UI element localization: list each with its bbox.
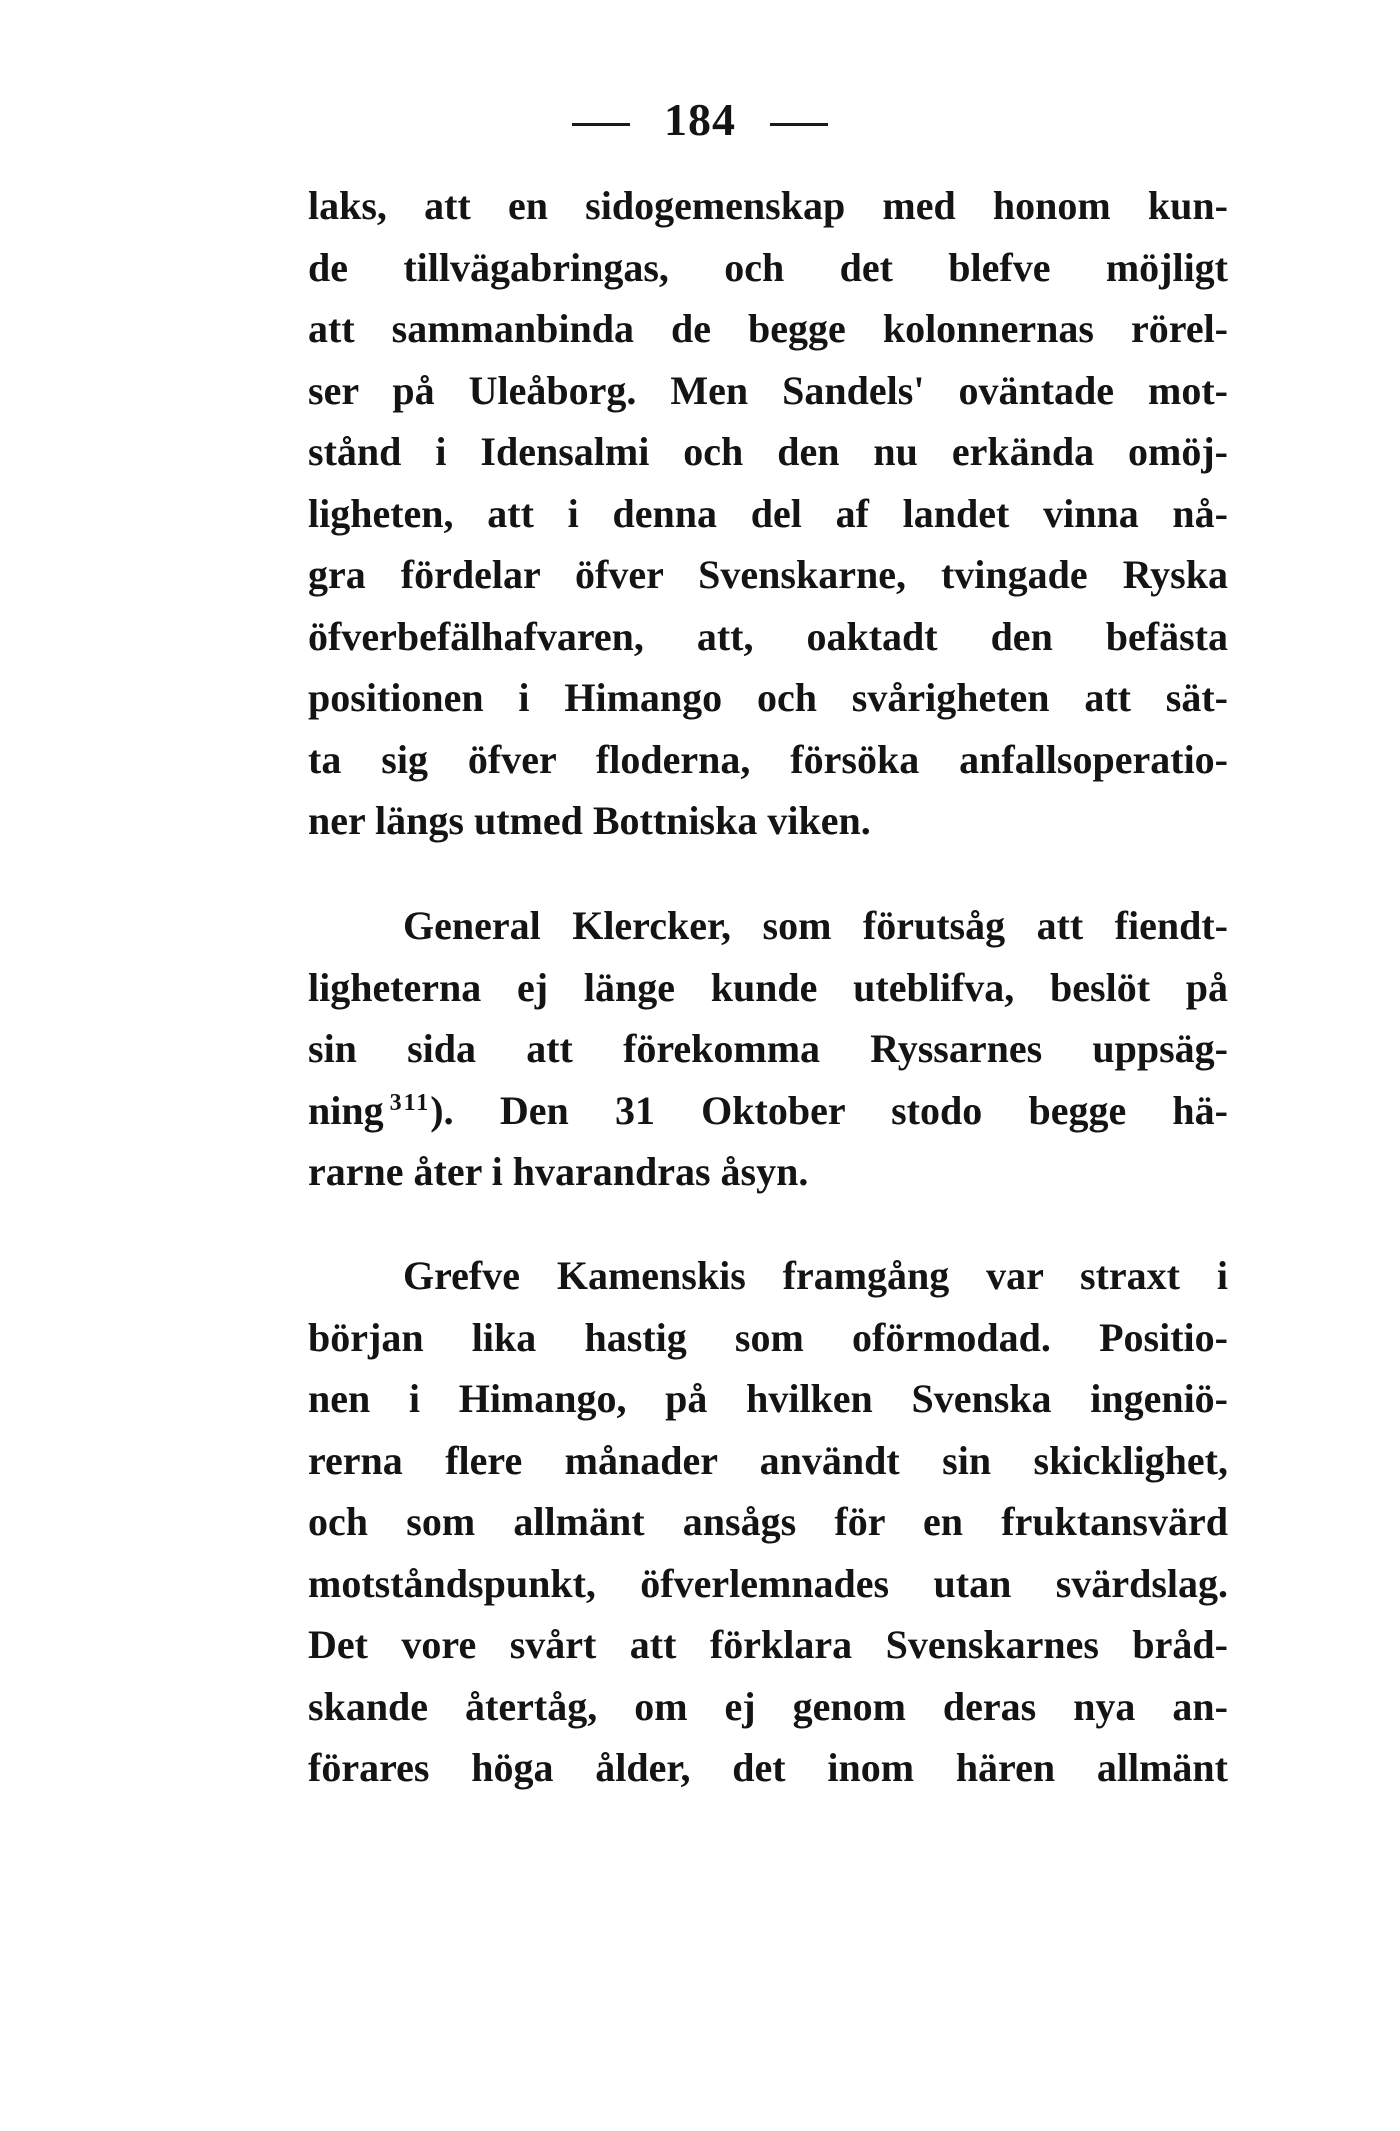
text-line: nen i Himango, på hvilken Svenska ingeniö- [308, 1376, 1228, 1421]
paragraph-3 [308, 1245, 1228, 1799]
text-line: de tillvägabringas, och det blefve möjligt [308, 244, 1228, 290]
text-line: och som allmänt ansågs för en fruktansvärd [308, 1499, 1228, 1544]
text-line: början lika hastig som oförmodad. Positio- [308, 1314, 1228, 1360]
text-line: ta sig öfver floderna, försöka anfallsoperatio- [308, 736, 1228, 782]
paragraph-1 [308, 175, 1228, 852]
text-line: positionen i Himango och svårigheten att sät- [308, 675, 1228, 720]
text-line: stånd i Idensalmi och den nu erkända omöj- [308, 429, 1228, 474]
text-line: Grefve Kamenskis framgång var straxt i [403, 1253, 1228, 1298]
text-line: General Klercker, som förutsåg att fiendt- [403, 903, 1228, 948]
paragraph-2 [308, 895, 1228, 1203]
footnote-marker: 311 [389, 1089, 431, 1116]
text-line: öfverbefälhafvaren, att, oaktadt den befästa [308, 613, 1228, 659]
text-line: laks, att en sidogemenskap med honom kun- [308, 183, 1228, 228]
page-number: 184 [664, 94, 736, 145]
text-line: gra fördelar öfver Svenskarne, tvingade Ryska [308, 552, 1228, 597]
page-header [0, 92, 1400, 148]
text-line: rarne åter i hvarandras åsyn. [308, 1149, 809, 1194]
text-line: motståndspunkt, öfverlemnades utan svärdslag. [308, 1560, 1228, 1606]
header-dash-right [770, 123, 828, 126]
text-line: ligheten, att i denna del af landet vinna nå- [308, 490, 1228, 536]
text-line: Det vore svårt att förklara Svenskarnes bråd- [308, 1622, 1228, 1667]
text-line: rerna flere månader användt sin skicklighet, [308, 1437, 1228, 1483]
text-line: ser på Uleåborg. Men Sandels' oväntade mot- [308, 367, 1228, 413]
text-line: förares höga ålder, det inom hären allmänt [308, 1745, 1228, 1790]
text-line: sin sida att förekomma Ryssarnes uppsäg- [308, 1026, 1228, 1071]
text-line: skande återtåg, om ej genom deras nya an- [308, 1683, 1228, 1729]
text-line-with-footnote [308, 1080, 1228, 1142]
text-line: ner längs utmed Bottniska viken. [308, 798, 871, 843]
line-end: ). Den 31 Oktober stodo begge hä- [430, 1087, 1228, 1133]
text-line: att sammanbinda de begge kolonnernas rörel- [308, 306, 1228, 351]
text-line: ligheterna ej länge kunde uteblifva, beslöt på [308, 964, 1228, 1010]
header-dash-left [572, 123, 630, 126]
line-start: ning [308, 1087, 384, 1133]
